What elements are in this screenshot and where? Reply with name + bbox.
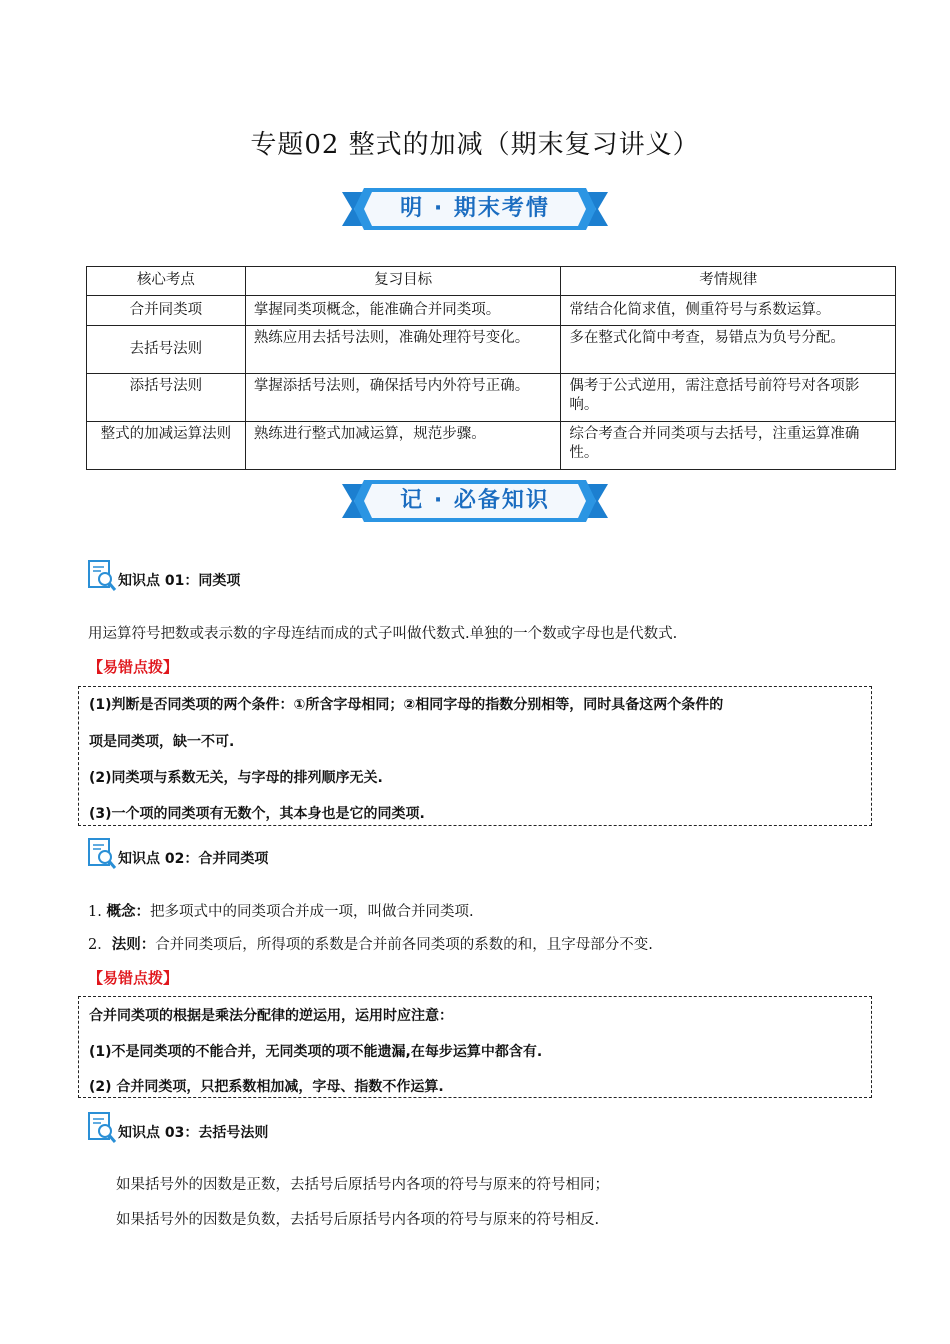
magnifier-document-icon: [88, 838, 118, 870]
knowledge-point-label: 知识点 03：去括号法则: [118, 1125, 269, 1141]
magnifier-document-icon: [88, 560, 118, 592]
item-number: 2．: [88, 937, 112, 953]
table-row: [87, 326, 896, 374]
tip-line: 项是同类项，缺一不可.: [89, 734, 235, 750]
knowledge-point-heading: [88, 558, 240, 592]
item-text: 合并同类项后，所得项的系数是合并前各同类项的系数的和，且字母部分不变.: [155, 937, 653, 953]
banner-title: 明 · 期末考情: [400, 196, 550, 221]
item-number: 1.: [88, 904, 107, 920]
item-heading: 法则：: [111, 937, 156, 953]
table-row: [87, 374, 896, 422]
tip-line: (1)判断是否同类项的两个条件：①所含字母相同；②相同字母的指数分别相等，同时具备这两个条件的: [89, 697, 724, 713]
table-cell: 熟练进行整式加减运算，规范步骤。: [245, 422, 561, 470]
table-cell: 去括号法则: [87, 326, 246, 374]
knowledge-point-heading: [88, 836, 268, 870]
tip-line: (2) 合并同类项，只把系数相加减，字母、指数不作运算.: [89, 1079, 444, 1095]
table-cell: 合并同类项: [87, 296, 246, 326]
table-cell: 掌握同类项概念，能准确合并同类项。: [245, 296, 561, 326]
table-header: 考情规律: [561, 267, 896, 296]
paragraph: 如果括号外的因数是正数，去括号后原括号内各项的符号与原来的符号相同；: [116, 1177, 609, 1193]
item-heading: 概念：: [106, 904, 150, 920]
item-text: 把多项式中的同类项合并成一项，叫做合并同类项.: [149, 904, 474, 920]
table-cell: 添括号法则: [87, 374, 246, 422]
tip-line: (2)同类项与系数无关，与字母的排列顺序无关.: [89, 770, 383, 786]
knowledge-point-label: 知识点 01：同类项: [118, 573, 241, 589]
section-banner-knowledge: [342, 476, 608, 526]
knowledge-point-heading: [88, 1110, 268, 1144]
page-title: 专题02 整式的加减（期末复习讲义）: [250, 130, 700, 160]
definition-item: [88, 900, 474, 921]
table-cell: 常结合化简求值，侧重符号与系数运算。: [561, 296, 896, 326]
tip-line: (1)不是同类项的不能合并，无同类项的项不能遗漏,在每步运算中都含有.: [89, 1044, 543, 1060]
tip-line: 合并同类项的根据是乘法分配律的逆运用，运用时应注意：: [89, 1008, 453, 1024]
exam-overview-table: [86, 266, 896, 470]
table-row: [87, 422, 896, 470]
section-banner-exam: [342, 184, 608, 234]
table-header: 核心考点: [87, 267, 246, 296]
magnifier-document-icon: [88, 1112, 118, 1144]
error-tip-heading: 【易错点拨】: [88, 658, 179, 676]
table-cell: 多在整式化简中考查，易错点为负号分配。: [561, 326, 896, 374]
table-cell: 整式的加减运算法则: [87, 422, 246, 470]
definition-item: [88, 933, 653, 954]
table-cell: 综合考查合并同类项与去括号，注重运算准确性。: [561, 422, 896, 470]
knowledge-point-label: 知识点 02：合并同类项: [118, 851, 269, 867]
table-header: 复习目标: [245, 267, 561, 296]
error-tip-box: [78, 996, 872, 1098]
table-cell: 偶考于公式逆用，需注意括号前符号对各项影响。: [561, 374, 896, 422]
table-cell: 掌握添括号法则，确保括号内外符号正确。: [245, 374, 561, 422]
banner-title: 记 · 必备知识: [400, 488, 550, 513]
error-tip-box: [78, 686, 872, 826]
table-cell: 熟练应用去括号法则，准确处理符号变化。: [245, 326, 561, 374]
paragraph: 如果括号外的因数是负数，去括号后原括号内各项的符号与原来的符号相反.: [116, 1212, 600, 1228]
tip-line: (3)一个项的同类项有无数个，其本身也是它的同类项.: [89, 806, 425, 822]
error-tip-heading: 【易错点拨】: [88, 969, 179, 987]
table-row: [87, 296, 896, 326]
paragraph: 用运算符号把数或表示数的字母连结而成的式子叫做代数式.单独的一个数或字母也是代数式.: [88, 626, 678, 642]
